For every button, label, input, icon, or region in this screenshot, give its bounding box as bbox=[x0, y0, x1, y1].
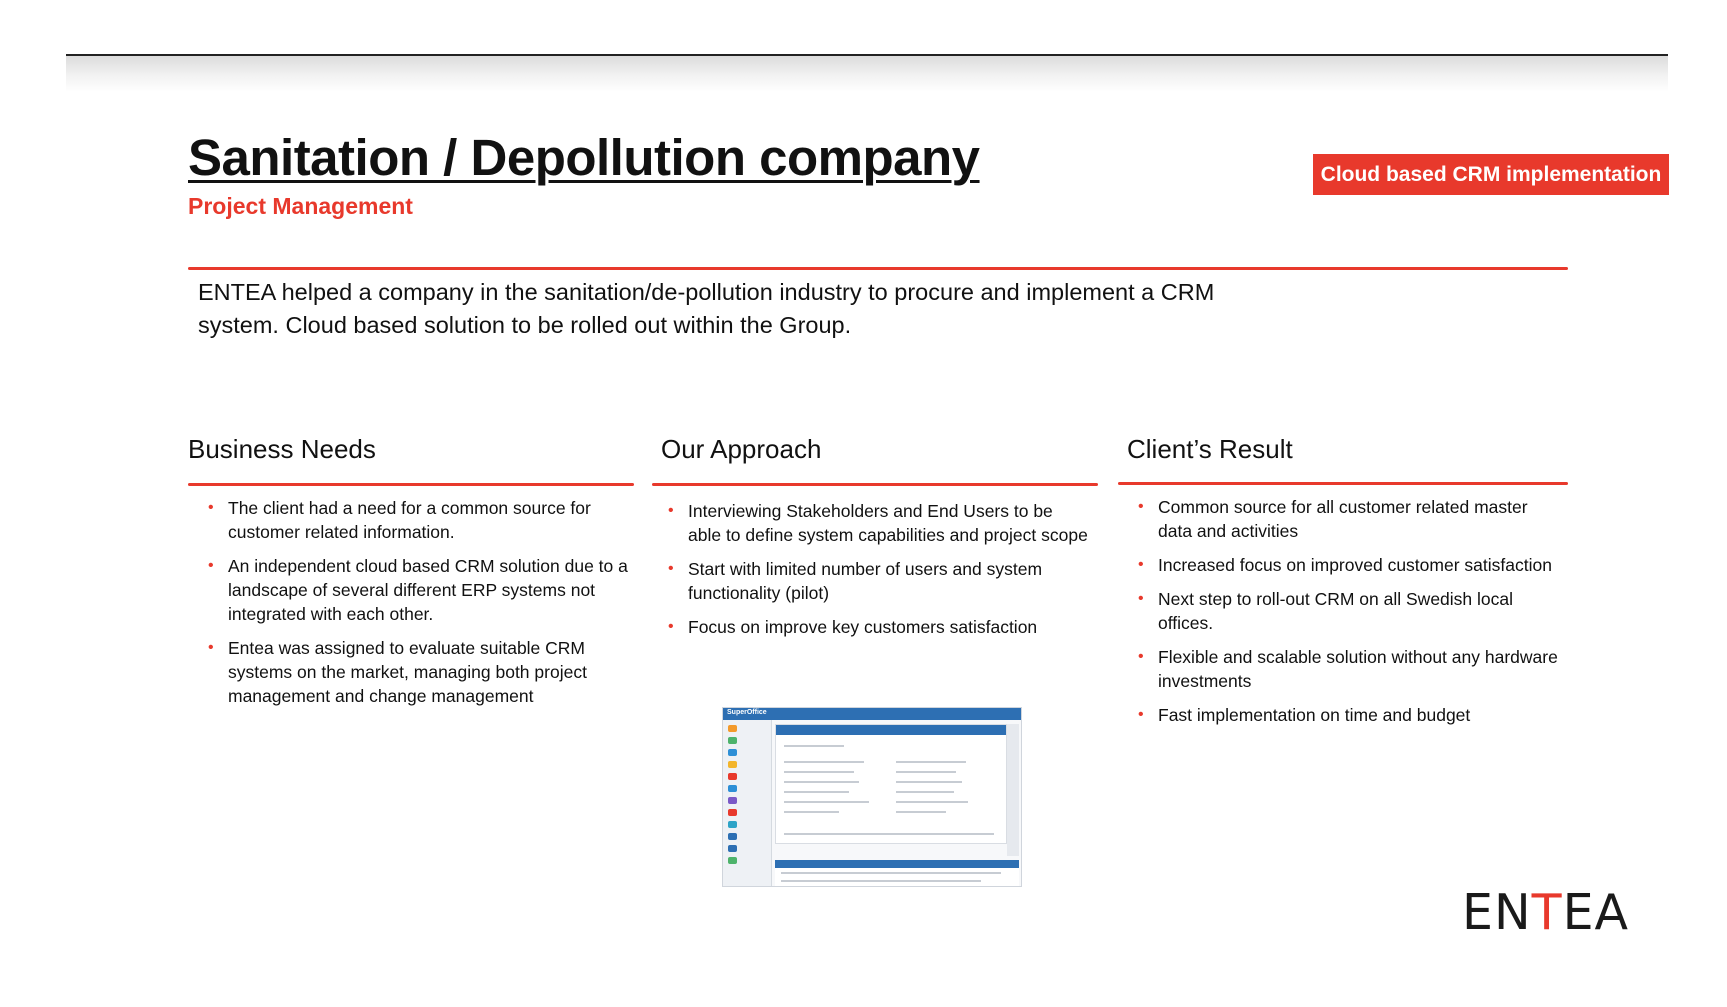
bullet-icon: • bbox=[1138, 498, 1144, 515]
list-item: • Fast implementation on time and budget bbox=[1138, 705, 1471, 725]
bullet-icon: • bbox=[668, 502, 674, 519]
page-subtitle: Project Management bbox=[188, 193, 413, 219]
page-title: Sanitation / Depollution company bbox=[188, 129, 980, 186]
list-item: • Increased focus on improved customer satisfaction bbox=[1138, 555, 1552, 575]
bullet-icon: • bbox=[208, 499, 214, 516]
business-needs-list bbox=[208, 496, 628, 718]
list-item: • The client had a need for a common source for customer related information. bbox=[208, 498, 591, 542]
bullet-icon: • bbox=[1138, 590, 1144, 607]
crm-app-header bbox=[723, 708, 1021, 720]
crm-scrollbar bbox=[1007, 724, 1019, 856]
list-item: • Focus on improve key customers satisfaction bbox=[668, 617, 1038, 637]
list-item: • Next step to roll-out CRM on all Swedish local offices. bbox=[1138, 589, 1514, 633]
top-header-bar bbox=[66, 54, 1668, 92]
bullet-icon: • bbox=[668, 618, 674, 635]
list-item: • Interviewing Stakeholders and End Users to be able to define system capabilities and project scope bbox=[668, 501, 1088, 545]
bullet-icon: • bbox=[208, 557, 214, 574]
bullet-icon: • bbox=[208, 639, 214, 656]
crm-sidebar bbox=[723, 720, 772, 886]
business-needs-divider bbox=[188, 483, 634, 486]
list-item: • Common source for all customer related master data and activities bbox=[1138, 497, 1528, 541]
bullet-icon: • bbox=[668, 560, 674, 577]
intro-divider bbox=[188, 267, 1568, 270]
intro-text: ENTEA helped a company in the sanitation/de-pollution industry to procure and implement a CRM system. Cloud based solution to be rolled out within the Group. bbox=[198, 279, 1215, 338]
crm-detail-panel bbox=[775, 724, 1007, 844]
our-approach-divider bbox=[652, 483, 1098, 486]
entea-logo: ENTEA bbox=[1462, 884, 1630, 941]
bullet-icon: • bbox=[1138, 556, 1144, 573]
clients-result-list bbox=[1138, 495, 1563, 737]
list-item: • Start with limited number of users and system functionality (pilot) bbox=[668, 559, 1043, 603]
bullet-icon: • bbox=[1138, 648, 1144, 665]
bullet-icon: • bbox=[1138, 706, 1144, 723]
clients-result-divider bbox=[1118, 482, 1568, 485]
crm-activity-grid bbox=[775, 860, 1019, 887]
category-badge: Cloud based CRM implementation bbox=[1313, 154, 1669, 195]
clients-result-heading: Client’s Result bbox=[1127, 434, 1293, 464]
crm-brand-label: SuperOffice bbox=[727, 709, 767, 716]
business-needs-heading: Business Needs bbox=[188, 434, 376, 464]
crm-screenshot-image bbox=[722, 707, 1022, 887]
our-approach-heading: Our Approach bbox=[661, 434, 822, 464]
list-item: • Entea was assigned to evaluate suitable CRM systems on the market, managing both project management and change management bbox=[208, 638, 587, 706]
list-item: • An independent cloud based CRM solution due to a landscape of several different ERP systems not integrated with each other. bbox=[208, 556, 628, 624]
our-approach-list bbox=[668, 499, 1088, 649]
list-item: • Flexible and scalable solution without any hardware investments bbox=[1138, 647, 1558, 691]
